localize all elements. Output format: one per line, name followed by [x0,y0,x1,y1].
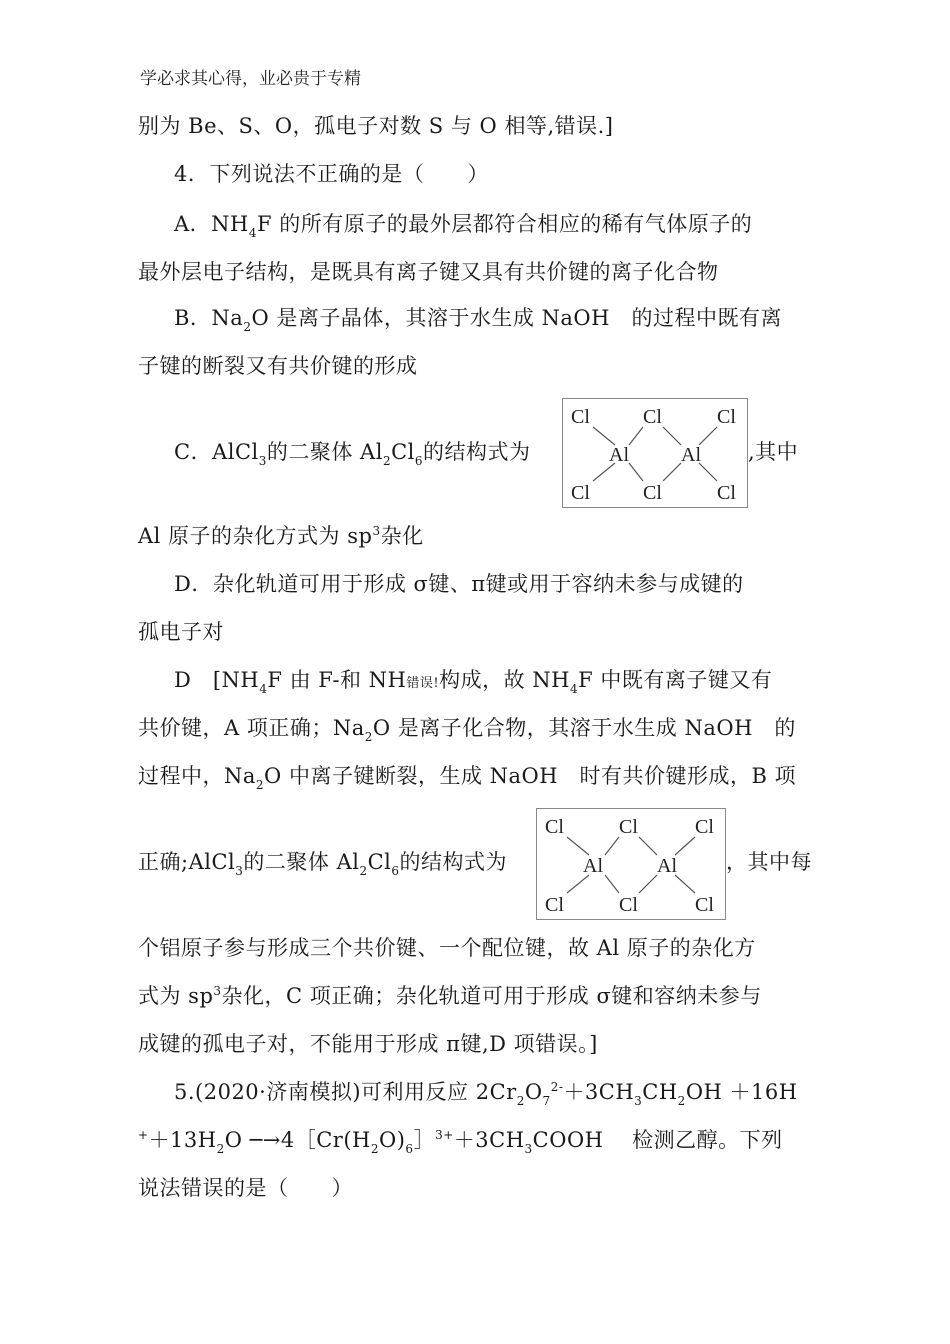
answer-line-4-after: ，其中每 [726,850,812,874]
q4-option-b: B．$Na_2O$ 是离子晶体，其溶于水生成 NaOH 的过程中既有离 [174,306,782,334]
page-header: 学必求其心得，业必贵于专精 [140,69,361,89]
answer-line-4: 正确;AlCl$_3$的二聚体 $Al_2Cl_6$的结构式为 [138,850,508,878]
al-atom: Al [609,444,629,466]
cl-atom: Cl [717,406,736,428]
answer-line-6: 式为 $sp^3$杂化，C 项正确；杂化轨道可用于形成 σ键和容纳未参与 [138,984,762,1008]
q4-option-b-cont: 子键的断裂又有共价键的形成 [138,354,418,378]
answer-line-1: D [$NH_4F$ 由 F-和 NH错误!构成，故 $NH_4F$ 中既有离子键又有 [174,668,773,696]
q4-option-d: D．杂化轨道可用于形成 σ键、π键或用于容纳未参与成键的 [174,572,744,596]
q4-option-c-after: ,其中 [748,440,799,464]
q4-option-d-cont: 孤电子对 [138,620,224,644]
cl-atom: Cl [643,482,662,504]
al-atom: Al [681,444,701,466]
cl-atom: Cl [571,482,590,504]
cl-atom: Cl [545,894,564,916]
q5-line-2: $^++13H_2O$ $─\to 4[Cr(H_2O)_6]^{3+}+3CH_3COOH$ 检测乙醇。下列 [138,1128,783,1156]
q4-option-c-cont: Al 原子的杂化方式为 $sp^3$杂化 [138,524,424,548]
q4-stem: 4．下列说法不正确的是（ ） [174,162,489,186]
q4-option-a: A．$NH_4F$ 的所有原子的最外层都符合相应的稀有气体原子的 [174,212,753,240]
al2cl6-structure-1 [562,398,748,508]
cl-atom: Cl [643,406,662,428]
q4-option-a-cont: 最外层电子结构，是既具有离子键又具有共价键的离子化合物 [138,260,719,284]
q5-line-3: 说法错误的是（ ） [138,1176,353,1200]
cl-atom: Cl [571,406,590,428]
answer-line-5: 个铝原子参与形成三个共价键、一个配位键，故 Al 原子的杂化方 [138,936,756,960]
cl-atom: Cl [545,816,564,838]
al-atom: Al [583,855,603,877]
previous-answer-tail: 别为 Be、S、O，孤电子对数 S 与 O 相等,错误.] [138,114,614,138]
cl-atom: Cl [619,894,638,916]
cl-atom: Cl [695,816,714,838]
answer-line-7: 成键的孤电子对，不能用于形成 π键,D 项错误。] [138,1032,598,1056]
answer-line-3: 过程中，$Na_2O$ 中离子键断裂，生成 NaOH 时有共价键形成，B 项 [138,764,797,792]
al2cl6-structure-2 [536,808,726,920]
al-atom: Al [657,855,677,877]
answer-line-2: 共价键，A 项正确；$Na_2O$ 是离子化合物，其溶于水生成 NaOH 的 [138,716,796,744]
q5-line-1: 5.(2020·济南模拟)可利用反应 $2Cr_2O_7^{2-}+3CH_3CH_2OH +16H$ [174,1080,798,1108]
cl-atom: Cl [619,816,638,838]
q4-option-c: C．AlCl$_3$的二聚体 $Al_2Cl_6$的结构式为 [174,440,531,468]
cl-atom: Cl [717,482,736,504]
cl-atom: Cl [695,894,714,916]
